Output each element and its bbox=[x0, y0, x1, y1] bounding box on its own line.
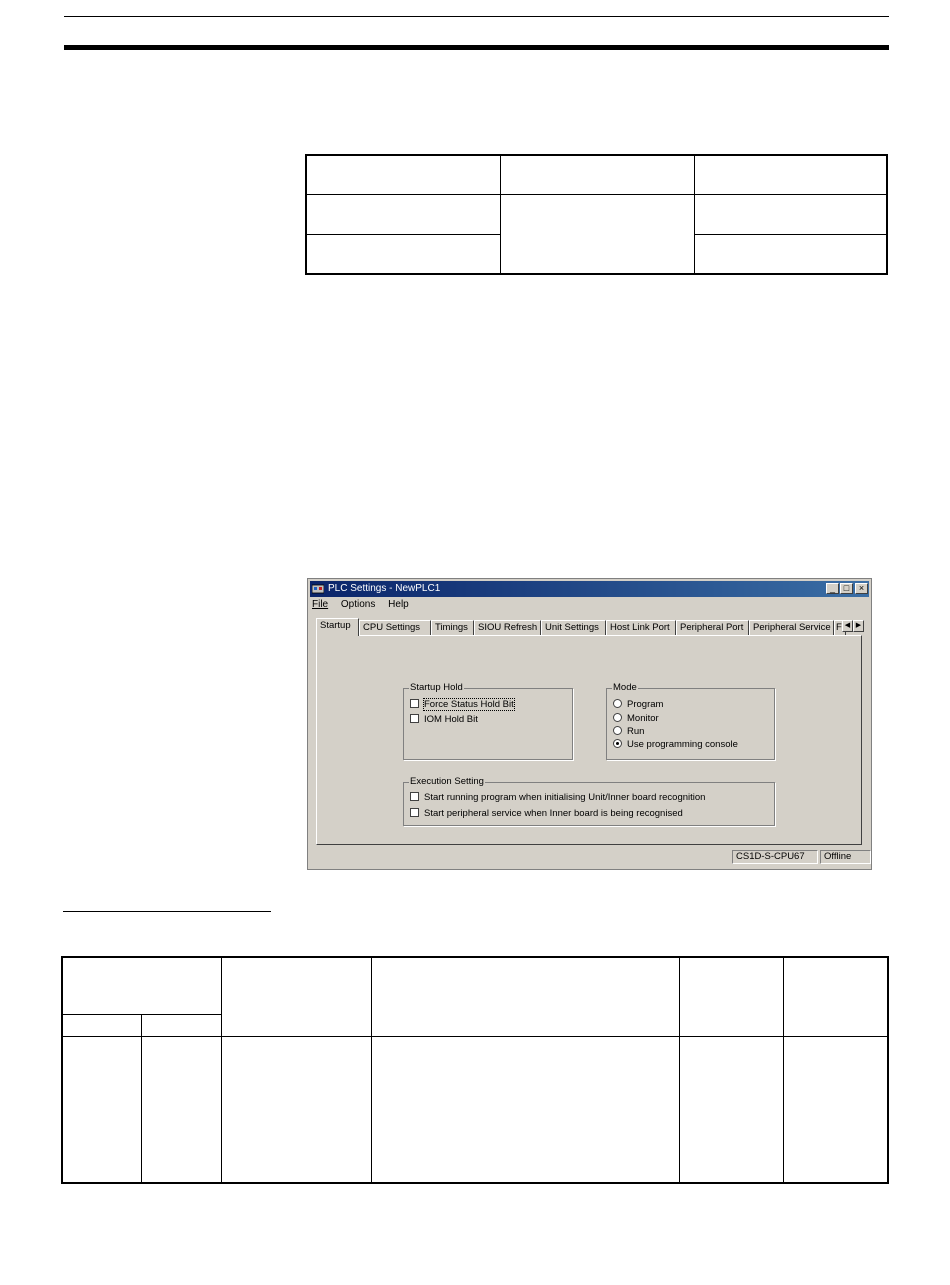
tab-siou-refresh[interactable]: SIOU Refresh bbox=[474, 620, 541, 635]
startup-hold-group bbox=[403, 682, 573, 760]
mode-run-option[interactable] bbox=[613, 726, 644, 737]
window-title: PLC Settings - NewPLC1 bbox=[328, 583, 441, 594]
header-thick-rule bbox=[64, 45, 889, 50]
mode-monitor-label: Monitor bbox=[627, 713, 659, 724]
iom-hold-bit-checkbox[interactable] bbox=[410, 714, 419, 723]
tab-cpu-settings[interactable]: CPU Settings bbox=[359, 620, 431, 635]
force-status-hold-bit-option[interactable] bbox=[410, 699, 514, 710]
top-table bbox=[305, 154, 888, 275]
tab-scroll-left-button[interactable]: ◀ bbox=[842, 620, 853, 632]
top-table-col-divider-2 bbox=[694, 156, 695, 273]
iom-hold-bit-label: IOM Hold Bit bbox=[424, 714, 478, 725]
app-icon bbox=[312, 583, 324, 595]
section-rule bbox=[63, 911, 271, 912]
bottom-table-subcol-divider bbox=[141, 1014, 142, 1182]
menu-bar bbox=[312, 599, 419, 613]
iom-hold-bit-option[interactable] bbox=[410, 714, 478, 725]
mode-monitor-option[interactable] bbox=[613, 713, 659, 724]
bottom-table-col-divider-4 bbox=[783, 958, 784, 1182]
start-peripheral-option[interactable] bbox=[410, 808, 683, 819]
mode-console-label: Use programming console bbox=[627, 739, 738, 750]
mode-program-option[interactable] bbox=[613, 699, 663, 710]
execution-setting-label: Execution Setting bbox=[410, 776, 484, 787]
top-table-row-divider-right bbox=[694, 234, 886, 235]
menu-help[interactable]: Help bbox=[388, 599, 409, 610]
tab-startup[interactable]: Startup bbox=[316, 618, 359, 636]
status-connection: Offline bbox=[820, 850, 871, 864]
title-bar[interactable] bbox=[310, 581, 869, 597]
menu-file[interactable]: File bbox=[312, 599, 329, 610]
tab-host-link-port[interactable]: Host Link Port bbox=[606, 620, 676, 635]
mode-console-option[interactable] bbox=[613, 739, 738, 750]
mode-monitor-radio[interactable] bbox=[613, 713, 622, 722]
tab-truncated[interactable]: F bbox=[834, 620, 846, 635]
bottom-table bbox=[61, 956, 889, 1184]
mode-run-radio[interactable] bbox=[613, 726, 622, 735]
mode-console-radio[interactable] bbox=[613, 739, 622, 748]
bottom-table-col-divider-1 bbox=[221, 958, 222, 1182]
bottom-table-col-divider-3 bbox=[679, 958, 680, 1182]
start-peripheral-checkbox[interactable] bbox=[410, 808, 419, 817]
tab-scroll-right-button[interactable]: ▶ bbox=[853, 620, 864, 632]
mode-program-radio[interactable] bbox=[613, 699, 622, 708]
start-running-label: Start running program when initialising Unit/Inner board recognition bbox=[424, 792, 706, 803]
close-button[interactable]: × bbox=[855, 583, 868, 594]
mode-program-label: Program bbox=[627, 699, 664, 710]
start-running-option[interactable] bbox=[410, 792, 705, 803]
minimize-button[interactable]: _ bbox=[826, 583, 839, 594]
tab-peripheral-port[interactable]: Peripheral Port bbox=[676, 620, 749, 635]
startup-hold-label: Startup Hold bbox=[410, 682, 463, 693]
maximize-button[interactable]: □ bbox=[840, 583, 853, 594]
status-bar bbox=[310, 849, 869, 865]
mode-run-label: Run bbox=[627, 726, 645, 737]
force-status-hold-bit-label: Force Status Hold Bit bbox=[424, 699, 514, 710]
tab-unit-settings[interactable]: Unit Settings bbox=[541, 620, 606, 635]
top-table-header-divider bbox=[307, 194, 886, 195]
top-table-col-divider-1 bbox=[500, 156, 501, 273]
tab-timings[interactable]: Timings bbox=[431, 620, 474, 635]
start-peripheral-label: Start peripheral service when Inner board is being recognised bbox=[424, 808, 683, 819]
plc-settings-window bbox=[307, 578, 872, 870]
start-running-checkbox[interactable] bbox=[410, 792, 419, 801]
mode-label: Mode bbox=[613, 682, 637, 693]
bottom-table-header-divider bbox=[63, 1036, 887, 1037]
execution-setting-group bbox=[403, 776, 775, 826]
bottom-table-col-divider-2 bbox=[371, 958, 372, 1182]
menu-options[interactable]: Options bbox=[340, 599, 376, 610]
tab-strip bbox=[316, 619, 862, 636]
force-status-hold-bit-checkbox[interactable] bbox=[410, 699, 419, 708]
header-thin-rule bbox=[64, 16, 889, 17]
top-table-row-divider-left bbox=[307, 234, 500, 235]
status-model: CS1D-S-CPU67 bbox=[732, 850, 818, 864]
startup-tab-panel bbox=[316, 635, 862, 845]
bottom-table-subheader-divider bbox=[63, 1014, 221, 1015]
tab-peripheral-service[interactable]: Peripheral Service bbox=[749, 620, 834, 635]
mode-group bbox=[606, 682, 775, 760]
